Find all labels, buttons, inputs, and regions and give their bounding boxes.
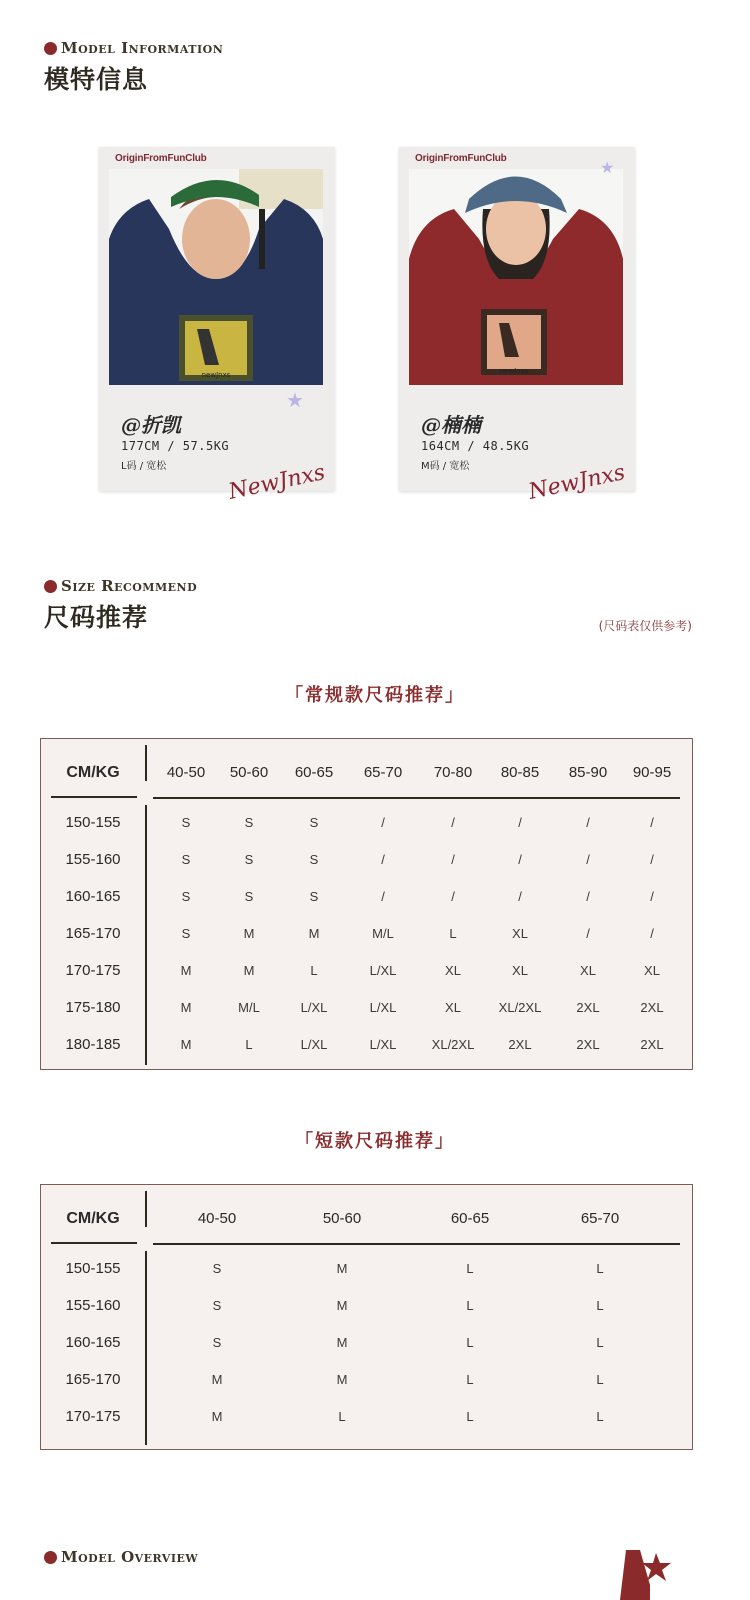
size-cell: / [451,889,455,904]
height-label: 175-180 [65,999,121,1016]
height-label: 170-175 [65,1408,121,1425]
size-cell: M [180,1037,192,1052]
size-cell: M [211,1409,223,1424]
size-cell: M/L [238,1000,260,1015]
size-cell: L/XL [300,1000,328,1015]
size-cell: / [650,852,654,867]
model-info-header [44,36,223,96]
brand-label: OriginFromFunClub [415,153,507,164]
size-cell: / [586,815,590,830]
svg-text:newJnxs: newJnxs [499,367,529,375]
size-cell: M [243,963,255,978]
model-measurements: 177CM / 57.5KG [121,439,230,453]
size-cell: / [518,815,522,830]
section-title-cn: 尺码推荐 [44,603,149,632]
height-label: 160-165 [65,888,121,905]
size-cell: L [466,1298,474,1313]
size-cell: S [244,815,254,830]
size-cell: S [309,889,319,904]
brand-label: OriginFromFunClub [115,153,207,164]
model-photo-2 [409,169,623,385]
size-cell: L [245,1037,253,1052]
brand-logo-icon [620,1545,675,1600]
size-cell: 2XL [508,1037,532,1052]
model-fit: L码 / 宽松 [121,461,167,472]
weight-header: 65-70 [363,764,403,781]
size-cell: S [181,926,191,941]
size-cell: S [309,852,319,867]
regular-table-title: 「常规款尺码推荐」 [285,685,465,706]
size-cell: XL/2XL [498,1000,542,1015]
height-label: 150-155 [65,1260,121,1277]
size-cell: L/XL [369,1000,397,1015]
size-cell: L [596,1409,604,1424]
weight-header: 60-65 [294,764,334,781]
size-cell: / [451,815,455,830]
corner-label: CM/KG [66,1210,120,1227]
regular-size-table [40,738,693,1070]
size-cell: / [650,889,654,904]
bullet-dot-icon [44,42,57,55]
short-size-table [40,1184,693,1450]
size-cell: S [181,889,191,904]
size-cell: 2XL [640,1037,664,1052]
section-title-en: Model Information [44,36,223,60]
size-cell: L/XL [369,963,397,978]
size-cell: L [310,963,318,978]
corner-label: CM/KG [66,764,120,781]
weight-header: 85-90 [568,764,608,781]
header-underline [153,1243,680,1245]
size-cell: XL [512,926,528,941]
height-label: 180-185 [65,1036,121,1053]
weight-header: 40-50 [197,1210,237,1227]
size-cell: L [596,1298,604,1313]
corner-underline [51,1242,137,1244]
size-cell: XL [445,963,461,978]
height-label: 150-155 [65,814,121,831]
model-photo-illustration [109,169,323,385]
size-cell: L [466,1372,474,1387]
size-cell: M [308,926,320,941]
size-cell: / [381,852,385,867]
model-card-2 [399,147,635,491]
size-cell: S [244,852,254,867]
size-cell: S [181,852,191,867]
height-label: 155-160 [65,1297,121,1314]
header-underline [153,797,680,799]
body-divider [145,805,147,1065]
section-title-cn: 模特信息 [44,65,149,94]
size-cell: M [180,1000,192,1015]
size-cell: M [336,1372,348,1387]
model-photo-illustration [409,169,623,385]
height-label: 155-160 [65,851,121,868]
model-handle: @楠楠 [421,413,481,437]
model-card-1 [99,147,335,491]
size-cell: L [466,1261,474,1276]
size-cell: L [338,1409,346,1424]
size-cell: / [650,815,654,830]
corner-underline [51,796,137,798]
height-label: 165-170 [65,1371,121,1388]
weight-header: 40-50 [166,764,206,781]
size-cell: L [466,1335,474,1350]
star-icon: ★ [600,158,615,177]
size-cell: / [381,889,385,904]
size-cell: L [596,1372,604,1387]
size-cell: 2XL [576,1037,600,1052]
weight-header: 50-60 [322,1210,362,1227]
size-cell: L [596,1335,604,1350]
section-title-en: Model Overview [44,1545,198,1569]
weight-header: 50-60 [229,764,269,781]
size-cell: / [518,889,522,904]
size-cell: 2XL [576,1000,600,1015]
model-fit: M码 / 宽松 [421,461,470,472]
size-cell: S [212,1298,222,1313]
header-divider [145,1191,147,1227]
size-cell: / [586,926,590,941]
size-cell: / [451,852,455,867]
size-cell: / [586,852,590,867]
short-table-title: 「短款尺码推荐」 [295,1131,455,1152]
size-cell: / [518,852,522,867]
signature: NewJnxs [526,460,628,505]
size-cell: XL [644,963,660,978]
body-divider [145,1251,147,1445]
header-divider [145,745,147,781]
signature: NewJnxs [226,460,328,505]
size-cell: S [181,815,191,830]
size-cell: M [336,1335,348,1350]
size-cell: L [596,1261,604,1276]
size-cell: XL [512,963,528,978]
size-cell: L/XL [369,1037,397,1052]
size-cell: XL [580,963,596,978]
size-cell: L [449,926,457,941]
weight-header: 70-80 [433,764,473,781]
bullet-dot-icon [44,1551,57,1564]
weight-header: 80-85 [500,764,540,781]
size-cell: L/XL [300,1037,328,1052]
height-label: 165-170 [65,925,121,942]
size-cell: XL [445,1000,461,1015]
size-cell: / [586,889,590,904]
height-label: 160-165 [65,1334,121,1351]
size-cell: S [212,1261,222,1276]
model-overview-header [44,1545,198,1569]
size-cell: M [243,926,255,941]
size-cell: M [180,963,192,978]
model-photo-1 [109,169,323,385]
star-icon: ★ [286,388,304,412]
size-cell: M [211,1372,223,1387]
size-cell: M/L [372,926,394,941]
weight-header: 60-65 [450,1210,490,1227]
size-cell: XL/2XL [431,1037,475,1052]
section-title-en: Size Recommend [44,574,197,598]
bullet-dot-icon [44,580,57,593]
size-cell: / [381,815,385,830]
svg-text:newJnxs: newJnxs [201,371,231,379]
size-cell: S [212,1335,222,1350]
size-cell: M [336,1261,348,1276]
size-chart-note: (尺码表仅供参考) [598,619,692,633]
model-handle: @折凯 [121,413,181,437]
size-cell: / [650,926,654,941]
size-cell: L [466,1409,474,1424]
size-cell: S [309,815,319,830]
weight-header: 65-70 [580,1210,620,1227]
size-cell: S [244,889,254,904]
size-cell: 2XL [640,1000,664,1015]
model-measurements: 164CM / 48.5KG [421,439,530,453]
weight-header: 90-95 [632,764,672,781]
height-label: 170-175 [65,962,121,979]
size-cell: M [336,1298,348,1313]
size-recommend-header [44,574,197,634]
